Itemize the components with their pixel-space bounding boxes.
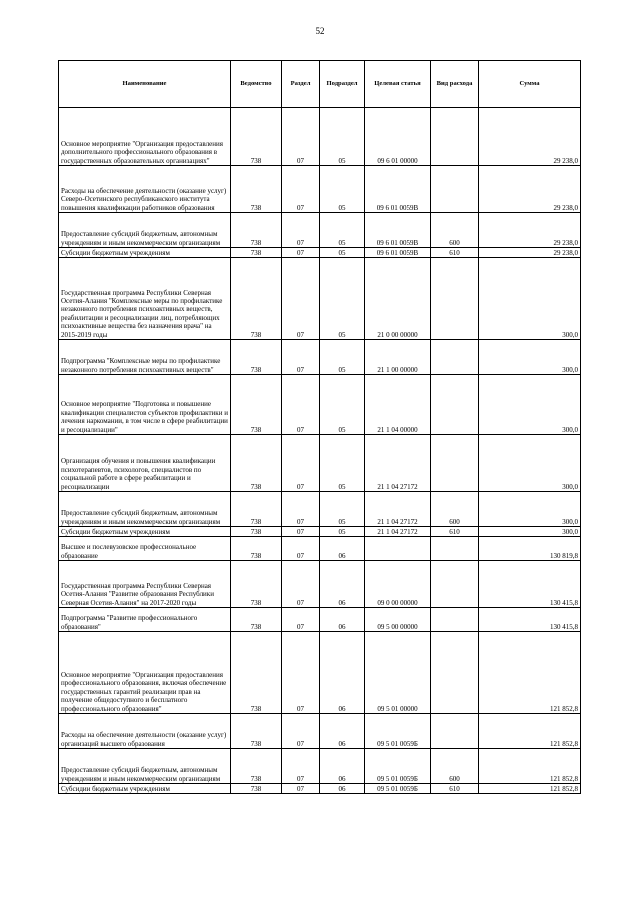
table-row xyxy=(59,608,581,632)
cell-summa: 121 852,8 xyxy=(479,714,581,749)
cell-podrazdel: 06 xyxy=(320,632,365,714)
cell-cel: 21 1 04 00000 xyxy=(365,375,431,435)
cell-summa: 121 852,8 xyxy=(479,784,581,794)
cell-podrazdel: 05 xyxy=(320,435,365,492)
cell-summa: 130 415,8 xyxy=(479,561,581,608)
table-row xyxy=(59,340,581,375)
cell-summa: 29 238,0 xyxy=(479,248,581,258)
cell-podrazdel: 06 xyxy=(320,537,365,561)
cell-razdel: 07 xyxy=(282,375,320,435)
cell-razdel: 07 xyxy=(282,492,320,527)
cell-podrazdel: 05 xyxy=(320,492,365,527)
cell-podrazdel: 05 xyxy=(320,213,365,248)
cell-podrazdel: 05 xyxy=(320,258,365,340)
cell-name: Подпрограмма "Развитие профессионального образования" xyxy=(59,608,231,632)
cell-vid xyxy=(431,537,479,561)
table-row xyxy=(59,375,581,435)
cell-podrazdel: 06 xyxy=(320,714,365,749)
cell-summa: 300,0 xyxy=(479,258,581,340)
cell-summa: 29 238,0 xyxy=(479,108,581,166)
table-row xyxy=(59,258,581,340)
cell-ved: 738 xyxy=(231,527,282,537)
cell-cel: 09 5 01 00000 xyxy=(365,632,431,714)
cell-vid xyxy=(431,608,479,632)
cell-name: Высшее и послевузовское профессиональное образование xyxy=(59,537,231,561)
page-number: 52 xyxy=(315,26,325,36)
table-row xyxy=(59,527,581,537)
cell-razdel: 07 xyxy=(282,248,320,258)
cell-vid: 610 xyxy=(431,784,479,794)
cell-razdel: 07 xyxy=(282,213,320,248)
table-row xyxy=(59,248,581,258)
cell-vid xyxy=(431,375,479,435)
cell-summa: 121 852,8 xyxy=(479,632,581,714)
cell-podrazdel: 05 xyxy=(320,375,365,435)
cell-cel: 21 1 04 27172 xyxy=(365,492,431,527)
cell-cel: 09 6 01 0059В xyxy=(365,166,431,213)
cell-podrazdel: 06 xyxy=(320,561,365,608)
cell-ved: 738 xyxy=(231,340,282,375)
header-cel: Целевая статья xyxy=(365,61,431,108)
table-row xyxy=(59,632,581,714)
table-row xyxy=(59,561,581,608)
cell-vid: 600 xyxy=(431,213,479,248)
cell-name: Предоставление субсидий бюджетным, автономным учреждениям и иным некоммерческим организациям xyxy=(59,492,231,527)
cell-podrazdel: 05 xyxy=(320,108,365,166)
header-podrazdel: Подраздел xyxy=(320,61,365,108)
cell-ved: 738 xyxy=(231,714,282,749)
header-summa: Сумма xyxy=(479,61,581,108)
cell-cel: 09 6 01 0059В xyxy=(365,248,431,258)
table-row xyxy=(59,749,581,784)
cell-podrazdel: 05 xyxy=(320,527,365,537)
header-razdel: Раздел xyxy=(282,61,320,108)
cell-name: Субсидии бюджетным учреждениям xyxy=(59,527,231,537)
cell-ved: 738 xyxy=(231,108,282,166)
cell-name: Субсидии бюджетным учреждениям xyxy=(59,784,231,794)
cell-podrazdel: 05 xyxy=(320,340,365,375)
header-name: Наименование xyxy=(59,61,231,108)
cell-cel: 21 0 00 00000 xyxy=(365,258,431,340)
cell-name: Субсидии бюджетным учреждениям xyxy=(59,248,231,258)
cell-razdel: 07 xyxy=(282,714,320,749)
cell-razdel: 07 xyxy=(282,166,320,213)
cell-ved: 738 xyxy=(231,561,282,608)
cell-ved: 738 xyxy=(231,749,282,784)
cell-name: Подпрограмма "Комплексные меры по профилактике незаконного потребления психоактивных веществ" xyxy=(59,340,231,375)
cell-ved: 738 xyxy=(231,784,282,794)
cell-summa: 300,0 xyxy=(479,435,581,492)
cell-vid xyxy=(431,166,479,213)
cell-ved: 738 xyxy=(231,492,282,527)
cell-ved: 738 xyxy=(231,258,282,340)
cell-cel: 09 0 00 00000 xyxy=(365,561,431,608)
cell-name: Предоставление субсидий бюджетным, автономным учреждениям и иным некоммерческим организациям xyxy=(59,749,231,784)
cell-ved: 738 xyxy=(231,608,282,632)
table-row xyxy=(59,537,581,561)
cell-ved: 738 xyxy=(231,166,282,213)
cell-name: Организация обучения и повышения квалификации психотерапевтов, психологов, специалистов по социальной работе в сфере реабилитации и ресоциализации xyxy=(59,435,231,492)
cell-vid: 610 xyxy=(431,527,479,537)
cell-razdel: 07 xyxy=(282,527,320,537)
table-row xyxy=(59,166,581,213)
cell-vid: 600 xyxy=(431,749,479,784)
cell-cel: 21 1 04 27172 xyxy=(365,527,431,537)
table-row xyxy=(59,213,581,248)
cell-summa: 300,0 xyxy=(479,375,581,435)
cell-razdel: 07 xyxy=(282,340,320,375)
cell-razdel: 07 xyxy=(282,537,320,561)
table-row xyxy=(59,435,581,492)
cell-ved: 738 xyxy=(231,248,282,258)
cell-cel: 09 5 01 0059Б xyxy=(365,714,431,749)
table-row xyxy=(59,492,581,527)
cell-vid xyxy=(431,258,479,340)
cell-podrazdel: 05 xyxy=(320,248,365,258)
cell-cel: 21 1 04 27172 xyxy=(365,435,431,492)
cell-name: Основное мероприятие "Организация предоставления дополнительного профессионального образования в государственных образовательных организациях" xyxy=(59,108,231,166)
cell-vid xyxy=(431,561,479,608)
cell-vid xyxy=(431,340,479,375)
cell-name: Предоставление субсидий бюджетным, автономным учреждениям и иным некоммерческим организациям xyxy=(59,213,231,248)
cell-cel: 09 5 00 00000 xyxy=(365,608,431,632)
cell-name: Основное мероприятие "Организация предоставления профессионального образования, включая обеспечение государственных гарантий реализации прав на получение общедоступного и бесплатного профессионального образования" xyxy=(59,632,231,714)
header-ved: Ведомство xyxy=(231,61,282,108)
cell-summa: 121 852,8 xyxy=(479,749,581,784)
table-row xyxy=(59,784,581,794)
cell-ved: 738 xyxy=(231,537,282,561)
cell-razdel: 07 xyxy=(282,258,320,340)
cell-summa: 130 415,8 xyxy=(479,608,581,632)
cell-ved: 738 xyxy=(231,375,282,435)
budget-table xyxy=(58,60,581,794)
cell-cel: 09 6 01 0059В xyxy=(365,213,431,248)
cell-cel xyxy=(365,537,431,561)
cell-razdel: 07 xyxy=(282,435,320,492)
cell-razdel: 07 xyxy=(282,561,320,608)
cell-ved: 738 xyxy=(231,435,282,492)
cell-podrazdel: 06 xyxy=(320,784,365,794)
cell-summa: 29 238,0 xyxy=(479,166,581,213)
cell-summa: 300,0 xyxy=(479,492,581,527)
cell-summa: 300,0 xyxy=(479,340,581,375)
table-header-row xyxy=(59,61,581,108)
cell-cel: 09 6 01 00000 xyxy=(365,108,431,166)
cell-cel: 09 5 01 0059Б xyxy=(365,749,431,784)
cell-vid xyxy=(431,108,479,166)
cell-podrazdel: 06 xyxy=(320,749,365,784)
cell-ved: 738 xyxy=(231,632,282,714)
cell-name: Расходы на обеспечение деятельности (оказание услуг) организаций высшего образования xyxy=(59,714,231,749)
cell-cel: 09 5 01 0059Б xyxy=(365,784,431,794)
cell-podrazdel: 06 xyxy=(320,608,365,632)
cell-ved: 738 xyxy=(231,213,282,248)
cell-vid: 610 xyxy=(431,248,479,258)
table-row xyxy=(59,714,581,749)
cell-name: Основное мероприятие "Подготовка и повышение квалификации специалистов субъектов профилактики и лечения наркомании, в том числе в сфере реабилитации и ресоциализации" xyxy=(59,375,231,435)
cell-razdel: 07 xyxy=(282,108,320,166)
cell-vid xyxy=(431,714,479,749)
cell-razdel: 07 xyxy=(282,749,320,784)
cell-podrazdel: 05 xyxy=(320,166,365,213)
cell-cel: 21 1 00 00000 xyxy=(365,340,431,375)
cell-name: Расходы на обеспечение деятельности (оказание услуг) Северо-Осетинского республиканского института повышения квалификации работников образования xyxy=(59,166,231,213)
table-row xyxy=(59,108,581,166)
cell-vid xyxy=(431,435,479,492)
cell-summa: 29 238,0 xyxy=(479,213,581,248)
cell-razdel: 07 xyxy=(282,632,320,714)
cell-razdel: 07 xyxy=(282,784,320,794)
cell-summa: 300,0 xyxy=(479,527,581,537)
cell-name: Государственная программа Республики Северная Осетия-Алания "Комплексные меры по профилактике незаконного потребления психоактивных веществ, реабилитации и ресоциализации лиц, потребляющих психоактивные вещества без назначения врача" на 2015-2019 годы xyxy=(59,258,231,340)
header-vid: Вид расхода xyxy=(431,61,479,108)
cell-razdel: 07 xyxy=(282,608,320,632)
cell-summa: 130 819,8 xyxy=(479,537,581,561)
cell-vid xyxy=(431,632,479,714)
cell-name: Государственная программа Республики Северная Осетия-Алания "Развитие образования Республики Северная Осетия-Алания" на 2017-2020 годы xyxy=(59,561,231,608)
cell-vid: 600 xyxy=(431,492,479,527)
